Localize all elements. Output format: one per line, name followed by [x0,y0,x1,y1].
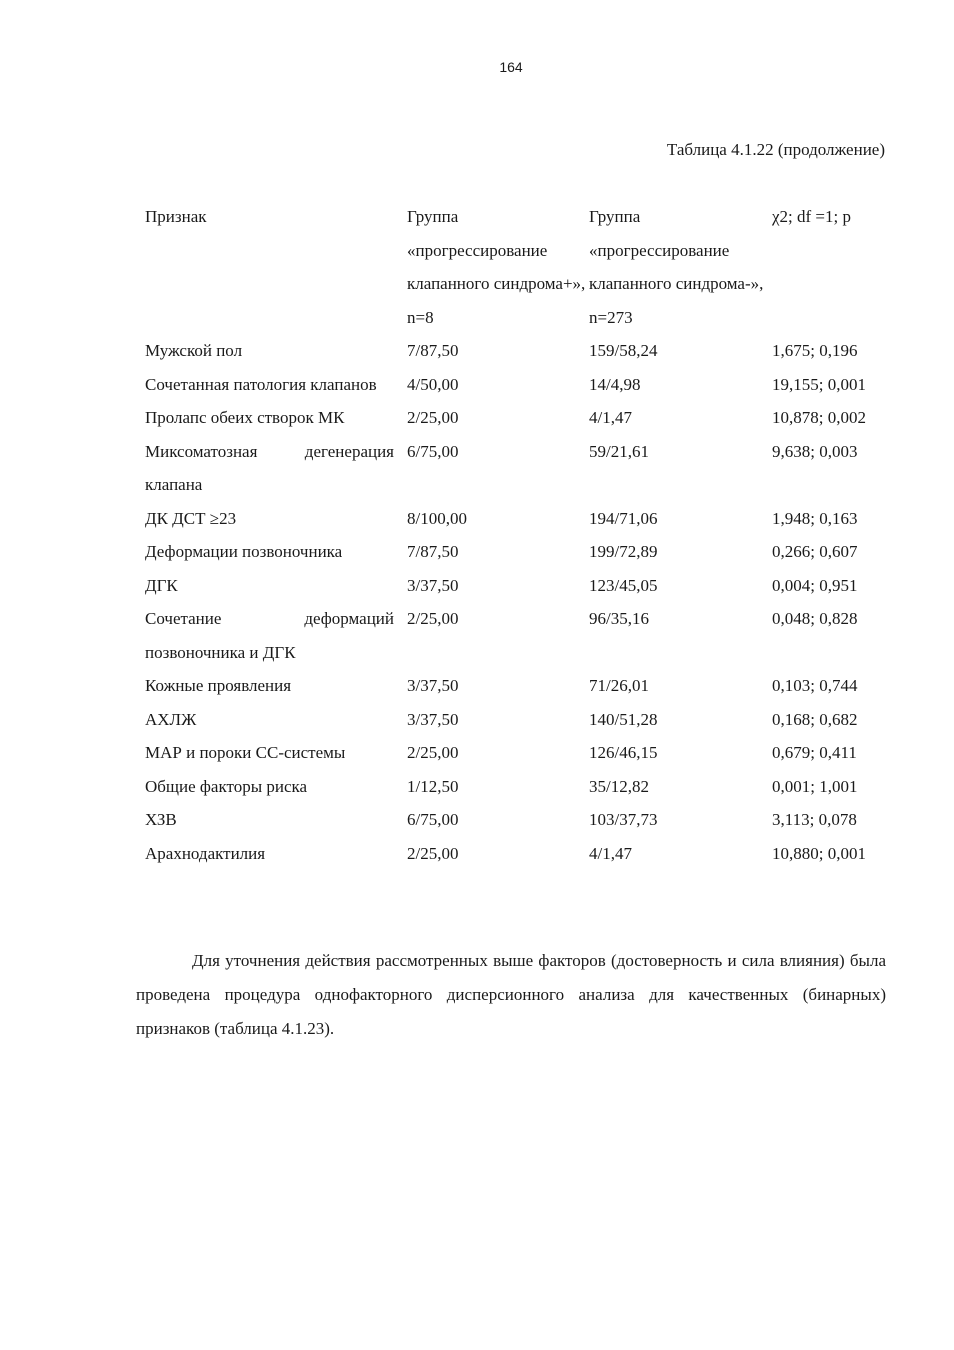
table-body [140,334,886,870]
table-row [140,435,886,502]
chi-square-cell: 19,155; 0,001 [772,374,866,394]
group-minus-cell: 59/21,61 [589,441,649,461]
group-minus-cell: 123/45,05 [589,575,658,595]
table-row [140,602,886,669]
header-chi-square: χ2; df =1; p [772,207,851,226]
chi-square-cell: 0,001; 1,001 [772,776,858,796]
group-plus-cell: 7/87,50 [407,542,459,561]
table-row [140,803,886,837]
chi-square-cell: 10,878; 0,002 [772,408,866,427]
group-minus-cell: 71/26,01 [589,676,649,695]
group-plus-cell: 4/50,00 [407,374,459,394]
group-plus-cell: 2/25,00 [407,408,459,427]
chi-square-cell: 9,638; 0,003 [772,441,858,461]
feature-cell: Пролапс обеих створок МК [145,408,345,427]
group-minus-cell: 126/46,15 [589,743,658,762]
header-group-progression-plus: Группа «прогрессирование клапанного синдрома+», n=8 [407,207,586,327]
body-paragraph: Для уточнения действия рассмотренных выше факторов (достоверность и сила влияния) была проведена процедура однофакторного дисперсионного анализа для качественных (бинарных) признаков (таблица 4.1.23). [136,951,886,1038]
table-row [140,703,886,737]
feature-cell: Общие факторы риска [145,776,308,796]
group-minus-cell: 96/35,16 [589,609,649,628]
group-plus-cell: 6/75,00 [407,441,459,461]
table-row [140,569,886,603]
group-minus-cell: 159/58,24 [589,341,658,360]
group-plus-cell: 2/25,00 [407,609,459,628]
group-minus-cell: 4/1,47 [589,408,632,427]
group-minus-cell: 140/51,28 [589,709,658,729]
chi-square-cell: 1,675; 0,196 [772,341,858,360]
table-row [140,401,886,435]
table-row [140,736,886,770]
table-caption: Таблица 4.1.22 (продолжение) [666,140,885,159]
group-plus-cell: 7/87,50 [407,341,459,360]
feature-cell: ХЗВ [145,810,177,829]
table-row [140,535,886,569]
chi-square-cell: 3,113; 0,078 [772,810,857,829]
page-number: 164 [499,59,523,75]
chi-square-cell: 0,168; 0,682 [772,709,858,729]
group-minus-cell: 199/72,89 [589,542,658,561]
feature-cell: Мужской пол [145,341,243,360]
chi-square-cell: 0,103; 0,744 [772,676,858,695]
header-group-progression-minus: Группа «прогрессирование клапанного синдрома-», n=273 [589,207,764,327]
group-minus-cell: 4/1,47 [589,843,632,863]
table-header-row [140,200,886,334]
feature-cell: ДК ДСТ ≥23 [145,508,237,528]
feature-cell: Кожные проявления [145,676,292,695]
table-row [140,502,886,536]
group-plus-cell: 8/100,00 [407,508,467,528]
group-plus-cell: 6/75,00 [407,810,459,829]
chi-square-cell: 0,048; 0,828 [772,609,858,628]
feature-cell: МАР и пороки СС-системы [145,743,346,762]
group-plus-cell: 2/25,00 [407,843,459,863]
feature-cell: Миксоматозная дегенерация клапана [145,441,394,494]
group-minus-cell: 35/12,82 [589,776,649,796]
chi-square-cell: 0,004; 0,951 [772,575,858,595]
group-plus-cell: 3/37,50 [407,676,459,695]
chi-square-cell: 10,880; 0,001 [772,843,866,863]
table-row [140,368,886,402]
feature-cell: АХЛЖ [145,709,197,729]
table-row [140,669,886,703]
group-minus-cell: 14/4,98 [589,374,641,394]
group-plus-cell: 3/37,50 [407,575,459,595]
chi-square-cell: 1,948; 0,163 [772,508,858,528]
feature-cell: Сочетанная патология клапанов [145,374,377,394]
group-minus-cell: 103/37,73 [589,810,658,829]
feature-cell: Сочетание деформаций позвоночника и ДГК [145,609,394,662]
feature-cell: ДГК [145,575,178,595]
group-minus-cell: 194/71,06 [589,508,658,528]
header-feature: Признак [145,207,207,226]
chi-square-cell: 0,679; 0,411 [772,743,857,762]
feature-cell: Деформации позвоночника [145,542,343,561]
group-plus-cell: 2/25,00 [407,743,459,762]
chi-square-cell: 0,266; 0,607 [772,542,858,561]
group-plus-cell: 1/12,50 [407,776,459,796]
table-row [140,334,886,368]
table-row [140,837,886,871]
feature-cell: Арахнодактилия [145,843,266,863]
table-row [140,770,886,804]
group-plus-cell: 3/37,50 [407,709,459,729]
data-table [140,200,886,870]
